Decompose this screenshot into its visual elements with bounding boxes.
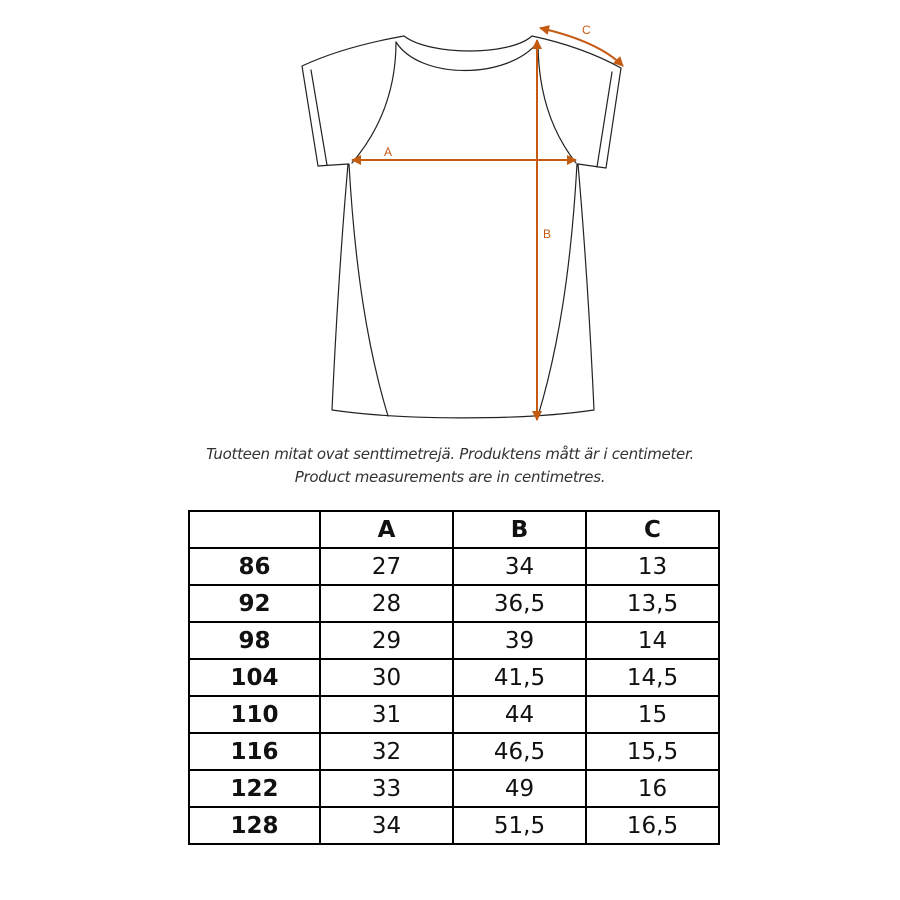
tshirt-diagram (0, 0, 900, 440)
size-cell: 122 (189, 770, 320, 807)
value-b-cell: 36,5 (453, 585, 586, 622)
left-side-panel-seam (349, 164, 388, 416)
value-c-cell: 16 (586, 770, 719, 807)
value-a-cell: 31 (320, 696, 453, 733)
value-a-cell: 29 (320, 622, 453, 659)
table-row (189, 659, 719, 696)
table-header-row (189, 511, 719, 548)
header-a: A (320, 511, 453, 548)
right-side-panel-seam (538, 164, 577, 416)
value-c-cell: 15 (586, 696, 719, 733)
size-cell: 110 (189, 696, 320, 733)
left-sleeve-hem (311, 70, 327, 165)
size-cell: 98 (189, 622, 320, 659)
value-c-cell: 16,5 (586, 807, 719, 844)
value-b-cell: 51,5 (453, 807, 586, 844)
table-row (189, 696, 719, 733)
value-a-cell: 34 (320, 807, 453, 844)
value-a-cell: 30 (320, 659, 453, 696)
size-cell: 86 (189, 548, 320, 585)
neckband-line (396, 42, 538, 71)
value-b-cell: 39 (453, 622, 586, 659)
value-a-cell: 33 (320, 770, 453, 807)
value-b-cell: 41,5 (453, 659, 586, 696)
size-cell: 92 (189, 585, 320, 622)
measure-c-label: C (582, 23, 591, 37)
value-c-cell: 14,5 (586, 659, 719, 696)
table-row (189, 585, 719, 622)
right-raglan-seam (538, 42, 576, 163)
tshirt-outline (302, 36, 621, 418)
caption-line-2: Product measurements are in centimetres. (294, 468, 606, 486)
measure-a-label: A (384, 145, 393, 159)
size-cell: 128 (189, 807, 320, 844)
value-b-cell: 49 (453, 770, 586, 807)
header-empty (189, 511, 320, 548)
table-row (189, 622, 719, 659)
value-a-cell: 27 (320, 548, 453, 585)
size-cell: 116 (189, 733, 320, 770)
value-c-cell: 13 (586, 548, 719, 585)
value-b-cell: 34 (453, 548, 586, 585)
header-b: B (453, 511, 586, 548)
value-c-cell: 14 (586, 622, 719, 659)
value-a-cell: 32 (320, 733, 453, 770)
measure-b-label: B (543, 227, 552, 241)
caption-line-1: Tuotteen mitat ovat senttimetrejä. Produktens mått är i centimeter. (206, 445, 694, 463)
right-sleeve-hem (597, 72, 612, 167)
value-c-cell: 15,5 (586, 733, 719, 770)
table-row (189, 548, 719, 585)
table-row (189, 770, 719, 807)
value-b-cell: 46,5 (453, 733, 586, 770)
table-row (189, 733, 719, 770)
header-c: C (586, 511, 719, 548)
table-row (189, 807, 719, 844)
value-c-cell: 13,5 (586, 585, 719, 622)
value-b-cell: 44 (453, 696, 586, 733)
size-cell: 104 (189, 659, 320, 696)
size-table (188, 510, 720, 845)
value-a-cell: 28 (320, 585, 453, 622)
